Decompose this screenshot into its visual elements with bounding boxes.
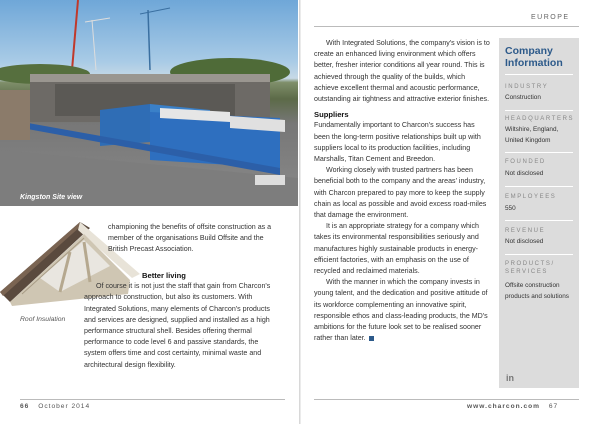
- employees-label: EMPLOYEES: [505, 194, 557, 200]
- right-paragraph-5: [314, 277, 490, 344]
- issue-date: October 2014: [38, 403, 91, 410]
- products-label-line2: SERVICES: [505, 269, 549, 275]
- left-page-number: 66: [20, 403, 30, 410]
- employees-value: 550: [505, 205, 516, 212]
- industry-label: INDUSTRY: [505, 84, 549, 90]
- left-paragraph-2: Of course it is not just the staff that gain from Charcon's approach to construction, but also its customers. With Integrated Solutions, many elements of Charcon's products and services are designed, supplied and installed as a high performance structural shell. Besides offering thermal performance to code level 6 and passive standards, the system offers time and cost certainty, minimal waste and architectural design flexibility.: [84, 282, 271, 369]
- company-info-sidebar: [499, 38, 579, 388]
- linkedin-icon[interactable]: in: [506, 373, 514, 383]
- section-label: EUROPE: [531, 14, 570, 21]
- sidebar-divider: [505, 152, 573, 153]
- footer-right: [467, 403, 558, 410]
- founded-label: FOUNDED: [505, 159, 546, 165]
- sidebar-divider: [505, 220, 573, 221]
- products-value: Offsite construction products and solutions: [505, 282, 569, 300]
- left-column-top: [108, 222, 278, 256]
- right-page-number: 67: [548, 403, 559, 410]
- right-paragraph-1: With Integrated Solutions, the company's vision is to create an enhanced living environment which offers better, fresher interior conditions all year round. This is achieved through the quality of the builds, which achieve excellent thermal and acoustic performance, outstanding air tightness and attractive exterior finishes.: [314, 39, 490, 104]
- revenue-value: Not disclosed: [505, 238, 544, 245]
- roof-caption: Roof Insulation: [20, 316, 66, 323]
- headquarters-label: HEADQUARTERS: [505, 116, 575, 122]
- website-link[interactable]: www.charcon.com: [467, 403, 541, 410]
- right-paragraph-5-text: With the manner in which the company invests in young talent, and the dedication and positive attitude of its workforce complementing an innovative spirit, responsible ethos and class-leading products, the MD's ambitions for the future look set to be realised sooner rather than later.: [314, 278, 488, 343]
- revenue-label: REVENUE: [505, 228, 546, 234]
- right-paragraph-3: Working closely with trusted partners has been beneficial both to the company and the areas' industry, with Charcon prepared to pay more to keep the supply chain as local as possible and avoid excess road-miles that damage the environment.: [314, 166, 487, 220]
- industry-value: Construction: [505, 94, 541, 101]
- top-rule: [314, 26, 579, 27]
- sidebar-divider: [505, 110, 573, 111]
- left-heading: Better living: [142, 271, 186, 280]
- footer-rule-right: [314, 399, 579, 400]
- right-column: [314, 38, 490, 344]
- page-gutter: [299, 0, 301, 424]
- site-photo-illustration: [0, 0, 298, 206]
- sidebar-divider: [505, 186, 573, 187]
- end-mark-icon: [369, 336, 374, 341]
- sidebar-title: [505, 46, 563, 69]
- footer-rule-left: [20, 399, 285, 400]
- photo-caption: Kingston Site view: [20, 194, 83, 201]
- sidebar-title-line1: Company: [505, 45, 553, 57]
- left-paragraph-1: championing the benefits of offsite construction as a member of the organisations Build Offsite and the British Precast Association.: [108, 223, 272, 254]
- sidebar-divider: [505, 254, 573, 255]
- sidebar-title-line2: Information: [505, 56, 563, 69]
- footer-left: [20, 403, 90, 410]
- sidebar-divider: [505, 74, 573, 75]
- suppliers-heading: Suppliers: [314, 110, 349, 120]
- products-label-line1: PRODUCTS/: [505, 261, 555, 267]
- right-paragraph-4: It is an appropriate strategy for a company which takes its environmental responsibilities seriously and manufactures highly sustainable products in energy-efficient factories, with an emphasis on the use of recycled and reclaimed materials.: [314, 222, 479, 276]
- headquarters-value: Wiltshire, England, United Kingdom: [505, 126, 559, 144]
- site-photo: [0, 0, 298, 206]
- left-column-bottom: [84, 270, 278, 371]
- founded-value: Not disclosed: [505, 170, 544, 177]
- right-paragraph-2: Fundamentally important to Charcon's success has been the long-term positive relationships built up with suppliers local to its production facilities, including Marshalls, Titan Cement and Breedon.: [314, 121, 481, 164]
